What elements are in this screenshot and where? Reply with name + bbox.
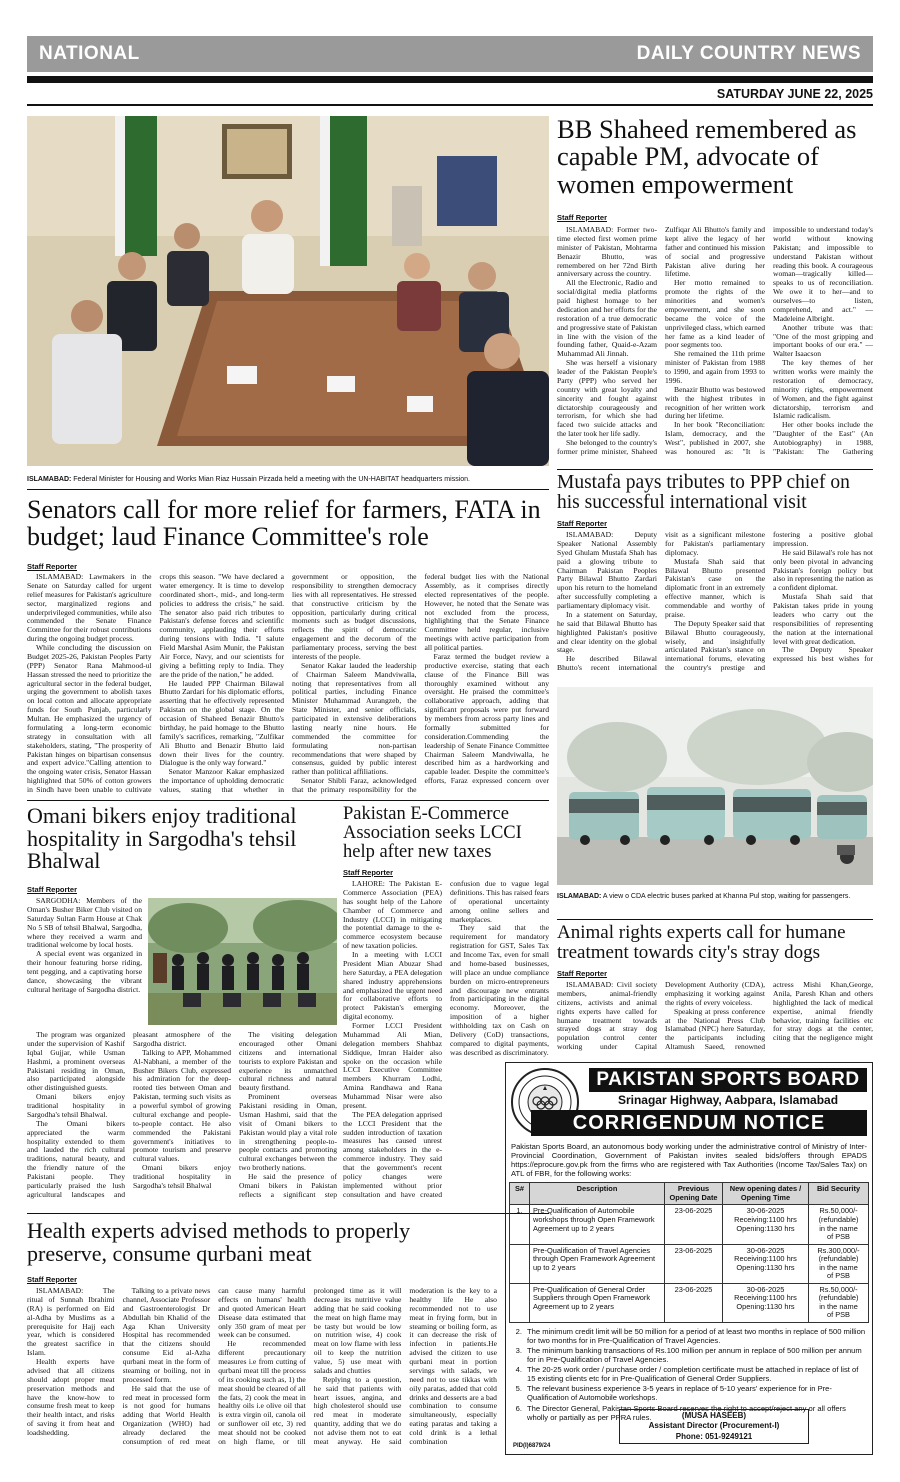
mustafa-para: The Deputy Speaker said that Bilawal Bhutto courageously, wisely, and insightfully articulated Pakistan's stance on international forums, elevating the country's prestige and fostering a positive global impression. [665,531,873,673]
health-byline: Staff Reporter [27,1275,78,1284]
ad-header [509,1066,869,1140]
divider [557,469,873,470]
col-header: Bid Security [809,1183,869,1205]
ad-note [511,1327,867,1345]
health-para: Talking to a private news channel, Associate Professor and Gastroenterologist Dr Abdullah bin Khalid of the Aga Khan University Hospital has recommended that the citizens should consume Eid al-Azha qurbani meat in the form of steaming or boiling, not in processed form. [122,1287,211,1384]
bb-para: In her book "Reconciliation: Islam, democracy, and the West", published in 2007, she was honoured as: "It is impossible to understand today's world without knowing Pakistan; and impossible to understand Pakistan without reading this book. A courageous woman—tragically killed—speaks to us of reconciliation. We owe it to her—and to ourselves—to listen, comprehend, and act." — Madeleine Albright. [665,226,873,456]
bb-para: Her other books include the "Daughter of the East" (An Autobiography) in 1988, "Pakistan: The Gathering [773,420,873,456]
animal-para: Speaking at press conference at the National Press Club Islamabad (NPC) here Saturday, the participants including Altamush Saeed, renowned actress Mishi Khan,George, Anila, Paresh Khan and others highlighted the lack of medical expertise, animal friendly behavior, training facilities etc for stray dogs at the center, citing that the negligence might [665,981,873,1052]
ad-intro: Pakistan Sports Board, an autonomous body working under the administrative control of Ministry of Inter-Provincial Coordination, Government of Pakistan invites sealed bids/offers through EPADS https://eprocure.gov.pk from the firms who are registered with Tax Authorities (Income Tax/Sales Tax) on ATL of FBR, for the following works: [511,1142,867,1179]
bb-para: She was herself a visionary leader of the Pakistan People's Party (PPP) who served her country with great loyalty and sincerity and fought against dictatorship courageously and terrorism, for which she had faced two suicide attacks and the later took her life sadly. [557,358,657,439]
senators-para: He lauded PPP Chairman Bilawal Bhutto Zardari for his diplomatic efforts, asserting that he effectively represented Pakistan on the global stage. On the occasion of Shaheed Benazir Bhutto's birthday, he paid homage to the Bhutto family's sacrifices, remarking, "Zulfikar Ali Bhutto and Benazir Bhutto laid down their lives for the country. Dialogue is the only way forward." [159,678,284,768]
animal-body [557,981,873,1053]
ad-table [509,1182,869,1322]
animal-headline: Animal rights experts call for humane treatment towards city's stray dogs [557,922,846,963]
omani-para: SARGODHA: Members of the Oman's Busher Biker Club visited on Saturday Sultan Farm House at Chak No 5 SB of tehsil Bhalwal, Sargodha, where they received a warm and traditional welcome by local hosts. [27,897,142,950]
senators-para: Senator Manzoor Kakar emphasized the importance of upholding democratic values, stating that whether in government or opposition, the responsibility to strengthen democracy lies with all representatives. He stressed that constructive criticism by the opposition, particularly during critical moments such as budget discussions, reflects the spirit of democratic engagement and the decorum of the parliamentary process, serving the best interests of the people. [159,573,417,794]
senators-para: While concluding the discussion on Budget 2025-26, Pakistan Peoples Party (PPP) Senator Rana Mahmood-ul Hassan stressed the need to prioritize the agricultural sector in the federal budget, urging the government to abolish taxes on local cotton and allocate appropriate funds for South Punjab, particularly Multan. He emphasized the urgency of formulating a long-term economic strategy in consultation with all stakeholders, stating, "The prosperity of Pakistan hinges on bipartisan consensus and expert advice."Calling attention to the ongoing water crisis, Senator Hassan highlighted that 50% of cotton growers in Sindh have been unable to cultivate crops this season. "We have declared a water emergency. It is time to develop coordinated short-, mid-, and long-term policies to address the crisis," he said. The senator also paid rich tributes to Pakistan's defense forces and scientific community, applauding their efforts during tensions with India. "I salute Field Marshal Asim Munir, the Pakistan Air Force, Navy, and our scientists for giving a befitting reply to India. They are the pride of the nation," he added. [27,573,284,794]
bb-headline: BB Shaheed remembered as capable PM, advocate of women empowerment [557,114,857,199]
ad-footer [509,1407,869,1451]
health-para: He said that the use of red meat in processed form is not good for humans adding that World Health Organization (WHO) had already declared the consumption of red meat can cause many harmful effects on humans' health and quoted American Heart Disease data estimated that only 350 gram of meat per week can be consumed. [122,1287,306,1446]
bb-byline: Staff Reporter [557,213,608,222]
bb-para: Another tribute was that: "One of the most gripping and important books of our era." — Walter Isaacson [773,322,873,359]
section-title: NATIONAL [39,43,140,64]
ad-note [511,1346,867,1364]
signer-name: (MUSA HASEEB) [681,1411,747,1420]
omani-para: The program was organized under the supervision of Kashif Iqbal Gujjar, while Usman Hashmi, a prominent overseas Pakistani residing in Oman, also participated alongside other distinguished guests. [27,1031,125,1093]
meeting-photo [27,116,549,466]
row-prev-date: 23-06-2025 [665,1283,723,1322]
col-header: Description [530,1183,665,1205]
senators-para: Senator Kakar lauded the leadership of Chairman Saleem Mandviwalla, noting that representatives from all political parties, including Finance Minister Muhammad Aurangzeb, the State Minister, and senior officials, participated in extensive deliberations lasting nearly nine hours. He commended the committee for formulating non-partisan recommendations that were shaped by consensus, guided by public interest rather than political affiliations. [292,660,417,777]
row-desc: Pre-Qualification of Automobile workshops through Open Framework Agreement up to 2 years [530,1205,665,1244]
senators-byline: Staff Reporter [27,562,78,571]
table-row [510,1205,869,1244]
row-bid-security: Rs.50,000/- (refundable) in the name of PSB [809,1283,869,1322]
signer-phone: Phone: 051-9249121 [675,1431,753,1441]
col-header: Previous Opening Date [665,1183,723,1205]
health-para: He recommended different precautionary measures i.e from cutting of qurbani meat till the process of its cooking such as, 1) the meat should be cleared of all the fats, 2) cook the meat in healthy oils i.e olive oil that is extra virgin oil, canola oil or sunflower oil etc, 3) red meat should not be cooked on high flame, or till prolonged time as it will decrease its nutritive value adding that he said cooking the meat on high flame may be tasty but would be low on nutrition wise, 4) cook meat on low flame with less oil to keep the nutrition value, 5) use meat with salads and chutties [218,1287,402,1446]
ecommerce-headline: Pakistan E-Commerce Association seeks LCCI help after new taxes [343,804,522,863]
omani-body-b [27,1031,337,1206]
ecommerce-para: Former LCCI President Muhammad Ali Mian, delegation members Shahbaz Siddique, Imran Haider also spoke on the occasion while LCCI Executive Committee members Khurram Lodhi, Amina Randhawa and Rana Muhammad Nisar were also present. [343,1021,442,1110]
section-banner [27,36,873,72]
ad-note [511,1365,867,1383]
row-new-date: 30-06-2025 Receiving:1100 hrs Opening:1130 hrs [723,1244,809,1283]
sports-board-ad [505,1062,873,1455]
mustafa-para: Mustafa Shah said that Pakistan takes pride in young leaders who carry out the responsibilities of representing the nation at the international level with great dedication. [773,592,873,646]
ad-table-header [510,1183,869,1205]
divider [557,919,873,920]
health-body [27,1287,497,1455]
senators-para: ISLAMABAD: Lawmakers in the Senate on Saturday called for urgent relief measures for Pakistan's agriculture sector, marginalized regions and underprivileged communities, while also commended the Senate Finance Committee for their robust contributions during the ongoing budget process. [27,573,152,644]
bb-para: She belonged to the country's former prime minister, Shaheed Zulfiqar Ali Bhutto's family and kept alive the legacy of her father and continued his mission of social and progressive Pakistan alive during her lifetime. [557,226,765,456]
ad-title-bar [589,1068,867,1092]
omani-para: He said the presence of Omani bikers in Pakistan reflects a significant step [239,1172,337,1199]
row-new-date: 30-06-2025 Receiving:1100 hrs Opening:1130 hrs [723,1205,809,1244]
ad-notice-title: CORRIGENDUM NOTICE [572,1112,826,1134]
bikers-photo [148,898,337,1025]
row-bid-security: Rs.300,000/- (refundable) in the name of PSB [809,1244,869,1283]
col-header: S# [510,1183,530,1205]
ecommerce-para: In a meeting with LCCI President Mian Abuzar Shad here Saturday, a PEA delegation shared industry apprehensions and emphasized the urgent need for collaborative efforts to protect Pakistan's emerging digital economy. [343,950,442,1022]
health-para: ISLAMABAD: The ritual of Sunnah Ibrahimi (RA) is performed on Eid al-Adha by Muslims as a prerequisite for Hajj each year, which is considered the greatest sacrifice in Islam. [27,1287,115,1358]
signature-box [619,1409,809,1444]
note-num: 2. [515,1326,522,1336]
row-num [510,1244,530,1283]
senators-headline: Senators call for more relief for farmers, FATA in budget; laud Finance Committee's role [27,495,541,551]
ecommerce-para: LAHORE: The Pakistan E-Commerce Association (PEA) has sought help of the Lahore Chamber of Commerce and Industry (LCCI) in mitigating the potential damage to the e-commerce ecosystem because of new taxation policies. [343,880,442,951]
bb-para: All the Electronic, Radio and social/digital media platforms paid highest homage to her dedication and her efforts for the restoration of a true democratic and progressive state of Pakistan in line with the vision of the founding father, Quaid-e-Azam Muhammad Ali Jinnah. [557,278,657,359]
caption-text: A view o CDA electric buses parked at Khanna Pul stop, waiting for passengers. [602,893,851,900]
meeting-photo-image [27,116,549,466]
bb-para: The key themes of her written works were mainly the restoration of democracy, minority rights, empowerment of Women, and the fight against dictatorship, terrorism and Islamic radicalism. [773,358,873,421]
mustafa-para: He described Bilawal Bhutto's recent international visit as a significant milestone for Pakistan's parliamentary diplomacy. [557,531,765,673]
row-prev-date: 23-06-2025 [665,1244,723,1283]
row-desc: Pre-Qualification of Travel Agencies through Open Framework Agreement up to 2 years [530,1244,665,1283]
ad-notice-bar [531,1110,867,1136]
note-num: 5. [515,1384,522,1394]
mustafa-para: ISLAMABAD: Deputy Speaker National Assembly Syed Ghulam Mustafa Shah has paid a glowing tribute to Chairman Pakistan Peoples Party Bilawal Bhutto Zardari upon his return to the homeland after successfully completing a parliamentary diplomacy visit. [557,531,657,610]
animal-para: ISLAMABAD: Civil society members, animal-friendly citizens, activists and animal rights experts have called for humane treatment towards strayed dogs at stray dog population control center working under Capital Development Authority (CDA), emphasizing it working against the rights of every voiceless. [557,981,765,1052]
health-para: Replying to a question, he said that patients with heart issues, angina, and high cholesterol should use red meat in moderate quantity, adding that we do not advise them not to eat meat anyway. He said moderation is the key to a healthy life He also recommended not to use meat in frying form, but in steaming or boiling form, as it can decrease the risk of infection in patients.He advised the citizen to use qurbani meat in portion servings with salads, we need not to use tikkas with oily paratas, added that cold drinks and desserts are a bad combination to consume simultaneously, especially eating paratas and taking a cold drink is a lethal combination [313,1287,497,1446]
row-new-date: 30-06-2025 Receiving:1100 hrs Opening:1130 hrs [723,1283,809,1322]
omani-para: Omani bikers enjoy traditional hospitality in Sargodha's tehsil Bhalwal [133,1163,231,1190]
table-row [510,1244,869,1283]
health-para: Health experts have advised that all citizens should adopt proper meat preservation methods and have the know-how to consume fresh meat to keep their health intact, and risks of saving it from heat and loadshedding. [27,1357,115,1437]
col-header: New opening dates / Opening Time [723,1183,809,1205]
note-num: 3. [515,1345,522,1355]
omani-para: Omani bikers enjoy traditional hospitality in Sargodha's tehsil Bhalwal. [27,1092,125,1119]
health-headline: Health experts advised methods to properly preserve, consume qurbani meat [27,1218,411,1266]
dateline: SATURDAY JUNE 22, 2025 [716,87,873,101]
mustafa-body [557,531,873,677]
row-bid-security: Rs.50,000/- (refundable) in the name of PSB [809,1205,869,1244]
row-num: 1. [510,1205,530,1244]
bb-para: She remained the 11th prime minister of Pakistan from 1988 to 1990, and again from 1993 to 1996. [665,349,765,385]
note-text: The minimum banking transactions of Rs.100 million per annum in replace of 500 million per annum for in Pre-Qualification of Travel Agencies. [527,1345,862,1364]
ecommerce-byline: Staff Reporter [343,868,394,877]
note-text: The Director General, Pakistan Sports Board reserves the right to accept/reject any or all offers wholly or partially as per PPRA rules. [527,1403,846,1422]
caption-dateline: ISLAMABAD: [27,476,72,483]
table-row [510,1283,869,1322]
omani-para: A special event was organized in their honour featuring horse riding, tent pegging, and a captivating horse dance, showcasing the vibrant cultural heritage of Sargodha district. [27,949,142,994]
note-text: The relevant business experience 3-5 years in replace of 5-10 years' experience for in Pre-Qualification of Automobile workshops. [527,1384,832,1403]
mustafa-para: In a statement on Saturday, he said that Bilawal Bhutto has highlighted Pakistan's positive and clear identity on the global stage. [557,609,657,655]
omani-para: The visiting delegation encouraged other Omani citizens and international tourists to explore Pakistan and experience its unmatched cultural richness and natural beauty firsthand. [239,1031,337,1093]
mustafa-para: The Deputy Speaker expressed his best wishes for [773,645,873,664]
date-rule [27,104,873,106]
omani-body-a [27,897,142,1030]
meeting-photo-caption [27,476,549,484]
bikers-photo-image [148,898,337,1025]
senators-para: Senator Shibli Faraz, acknowledged that the primary responsibility for the federal budget lies with the National Assembly, as it comprises directly elected representatives of the people. However, he noted that the Senate was not excluded from the process, highlighting that the Senate Finance Committee held regular, inclusive meetings with active participation from all political parties. [292,573,549,794]
note-text: The minimum credit limit will be 50 million for a period of at least two months in replace of 500 million for two months for in Pre-Qualification of Travel Agencies. [527,1326,866,1345]
caption-text: Federal Minister for Housing and Works Mian Riaz Hussain Pirzada held a meeting with the UN-HABITAT headquarters mission. [73,476,470,483]
omani-para: Prominent overseas Pakistani residing in Oman, Usman Hashmi, said that the visit of Omani bikers to Pakistan would play a vital role in strengthening people-to-people contacts and promoting cultural exchanges between the two brotherly nations. [239,1092,337,1173]
ecommerce-para: The PEA delegation apprised the LCCI President that the sudden introduction of taxation measures has caused unrest among stakeholders in the e-commerce industry. They said that the government's recent policy changes were implemented without prior consultation and have created confusion due to vague legal definitions. This has raised fears of operational uncertainty among online sellers and marketplaces. [343,880,549,1199]
divider [27,800,549,801]
ad-address: Srinagar Highway, Aabpara, Islamabad [617,1093,839,1107]
senators-para: Faraz termed the budget review a productive exercise, stating that each clause of the Finance Bill was thoroughly examined without any oversight. He praised the committee's collaborative approach, adding that significant proposals were put forward by members from across party lines and formally submitted for consideration.Commending the leadership of Senate Finance Committee Chairman Saleem Mandviwalla, he described him as a hardworking and capable leader. Despite the committee's efforts, Faraz expressed concern over [424,651,549,786]
omani-headline: Omani bikers enjoy traditional hospitality in Sargodha's tehsil Bhalwal [27,803,297,874]
bb-para: Her motto remained to promote the rights of the minorities and women's empowerment, and she soon became the voice of the unprivileged class, which earned her fame as a kind leader of poor segments too. [665,278,765,350]
omani-byline: Staff Reporter [27,885,78,894]
newspaper-name: DAILY COUNTRY NEWS [636,43,861,64]
mustafa-para: He said Bilawal's role has not only been pivotal in advancing Pakistan's foreign policy but also in representing the nation as a confident diplomat. [773,547,873,593]
mustafa-para: Mustafa Shah said that Bilawal Bhutto presented Pakistan's case on the diplomatic front in an extremely effective manner, which is commendable and worthy of praise. [665,556,765,619]
bb-body [557,226,873,464]
divider [27,1213,549,1214]
animal-byline: Staff Reporter [557,969,608,978]
caption-dateline: ISLAMABAD: [557,893,602,900]
bb-para: ISLAMABAD: Former two-time elected first women prime minister of Pakistan, Mohtarma Benazir Bhutto, was remembered on her 72nd Birth anniversary across the country. [557,226,657,279]
note-text: The 20-25 work order / purchase order / completion certificate must be attached in replace of list of 15 existing clients etc for in Pre-Qualification of General Order Suppliers. [527,1365,859,1384]
mustafa-headline: Mustafa pays tributes to PPP chief on his successful international visit [557,472,850,514]
ecommerce-para: They said that the requirement for mandatory registration for GST, Sales Tax and Income Tax, even for small and home-based businesses, will place an undue compliance burden on micro-entrepreneurs and discourage new entrants from participating in the digital economy. Moreover, the imposition of a higher withholding tax on Cash on Delivery (CoD) transactions, compared to digital payments, was described as discriminatory. [450,923,549,1057]
omani-para: The Omani bikers appreciated the warm hospitality extended to them and lauded the rich cultural traditions, natural beauty, and the friendly nature of the Pakistani people. They particularly praised the lush agricultural landscapes and pleasant atmosphere of the Sargodha district. [27,1031,231,1199]
ad-title: PAKISTAN SPORTS BOARD [596,1069,860,1090]
signer-designation: Assistant Director (Procurement-I) [648,1421,780,1431]
header-rule [27,76,873,83]
pid-number: PID(I)6879/24 [513,1443,551,1449]
note-num: 6. [515,1403,522,1413]
omani-para: Talking to APP, Mohammed Al-Nabhani, a member of the Busher Bikers Club, expressed his admiration for the deep-rooted ties between Oman and Pakistan, terming such visits as a powerful symbol of growing cultural exchange and people-to-people contact. He also commended the Pakistani government's initiatives to promote tourism and preserve cultural values. [133,1047,231,1164]
ad-note [511,1384,867,1402]
senators-body [27,573,549,795]
row-prev-date: 23-06-2025 [665,1205,723,1244]
bus-photo [557,687,873,885]
bus-photo-caption [557,893,873,901]
bus-photo-image [557,687,873,885]
bb-para: Benazir Bhutto was bestowed with the highest tributes in recognition of her written work during her lifetime. [665,384,765,421]
row-num [510,1283,530,1322]
divider [27,489,549,490]
mustafa-byline: Staff Reporter [557,519,608,528]
note-num: 4. [515,1365,522,1375]
row-desc: Pre-Qualification of General Order Suppliers through Open Framework Agreement up to 2 years [530,1283,665,1322]
